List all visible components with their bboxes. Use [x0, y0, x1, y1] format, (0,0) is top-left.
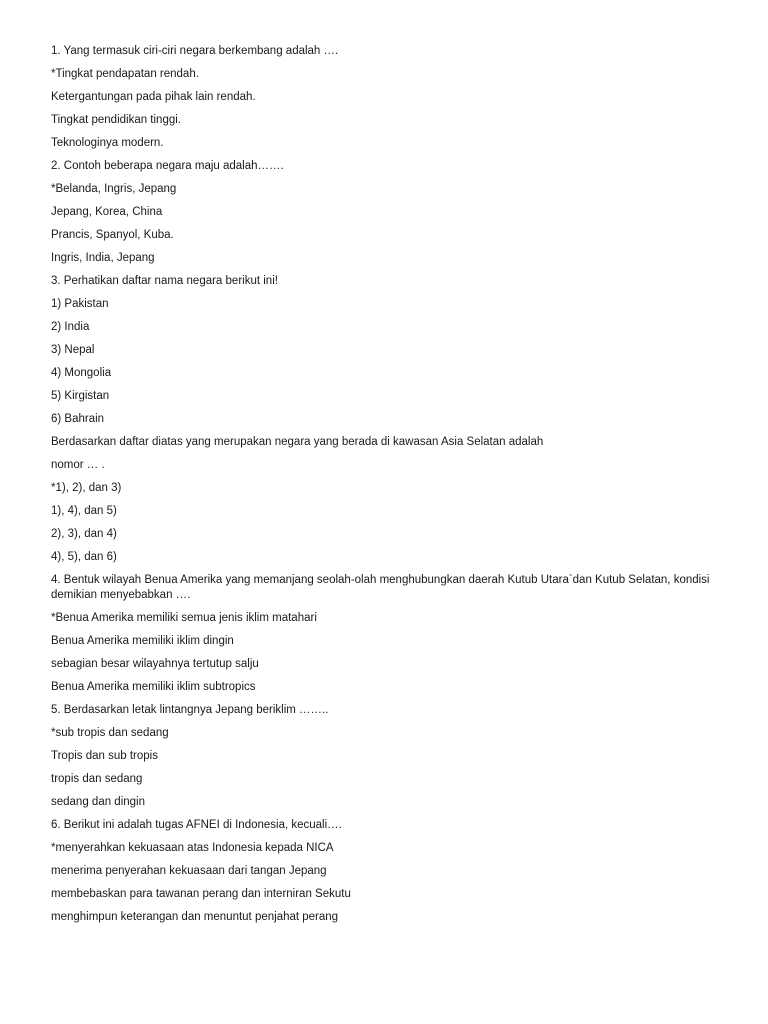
answer-option: sebagian besar wilayahnya tertutup salju — [51, 658, 259, 670]
answer-option-correct: *Belanda, Ingris, Jepang — [51, 183, 177, 195]
answer-option: Benua Amerika memiliki iklim subtropics — [51, 681, 256, 693]
answer-option: menghimpun keterangan dan menuntut penjahat perang — [51, 911, 339, 923]
answer-option: Teknologinya modern. — [51, 137, 164, 149]
answer-option-correct: *Tingkat pendapatan rendah. — [51, 68, 199, 80]
question-1: 1. Yang termasuk ciri-ciri negara berkembang adalah …. — [51, 45, 339, 57]
answer-option: 2), 3), dan 4) — [51, 528, 117, 540]
answer-option-correct: *1), 2), dan 3) — [51, 482, 122, 494]
answer-option: tropis dan sedang — [51, 773, 143, 785]
answer-option: Jepang, Korea, China — [51, 206, 163, 218]
answer-option: sedang dan dingin — [51, 796, 145, 808]
answer-option-correct: *menyerahkan kekuasaan atas Indonesia kepada NICA — [51, 842, 334, 854]
question-3-prompt-cont: nomor … . — [51, 459, 105, 471]
answer-option: Ketergantungan pada pihak lain rendah. — [51, 91, 256, 103]
question-3-prompt: Berdasarkan daftar diatas yang merupakan negara yang berada di kawasan Asia Selatan adalah — [51, 436, 544, 448]
question-2: 2. Contoh beberapa negara maju adalah……. — [51, 160, 284, 172]
question-3: 3. Perhatikan daftar nama negara berikut ini! — [51, 275, 278, 287]
answer-option: Benua Amerika memiliki iklim dingin — [51, 635, 234, 647]
answer-option: Ingris, India, Jepang — [51, 252, 155, 264]
answer-option: menerima penyerahan kekuasaan dari tangan Jepang — [51, 865, 327, 877]
list-item: 6) Bahrain — [51, 413, 105, 425]
document-body — [51, 44, 751, 933]
answer-option: Tropis dan sub tropis — [51, 750, 158, 762]
question-4: 4. Bentuk wilayah Benua Amerika yang memanjang seolah-olah menghubungkan daerah Kutub Utara`dan Kutub Selatan, kondisi demikian menyebabkan …. — [51, 574, 710, 601]
list-item: 3) Nepal — [51, 344, 95, 356]
answer-option: 4), 5), dan 6) — [51, 551, 117, 563]
list-item: 5) Kirgistan — [51, 390, 110, 402]
answer-option: membebaskan para tawanan perang dan interniran Sekutu — [51, 888, 351, 900]
answer-option: Prancis, Spanyol, Kuba. — [51, 229, 174, 241]
question-5: 5. Berdasarkan letak lintangnya Jepang beriklim …….. — [51, 704, 329, 716]
list-item: 1) Pakistan — [51, 298, 109, 310]
answer-option-correct: *sub tropis dan sedang — [51, 727, 169, 739]
answer-option: 1), 4), dan 5) — [51, 505, 117, 517]
question-6: 6. Berikut ini adalah tugas AFNEI di Indonesia, kecuali…. — [51, 819, 342, 831]
list-item: 2) India — [51, 321, 90, 333]
list-item: 4) Mongolia — [51, 367, 112, 379]
answer-option-correct: *Benua Amerika memiliki semua jenis iklim matahari — [51, 612, 317, 624]
answer-option: Tingkat pendidikan tinggi. — [51, 114, 181, 126]
